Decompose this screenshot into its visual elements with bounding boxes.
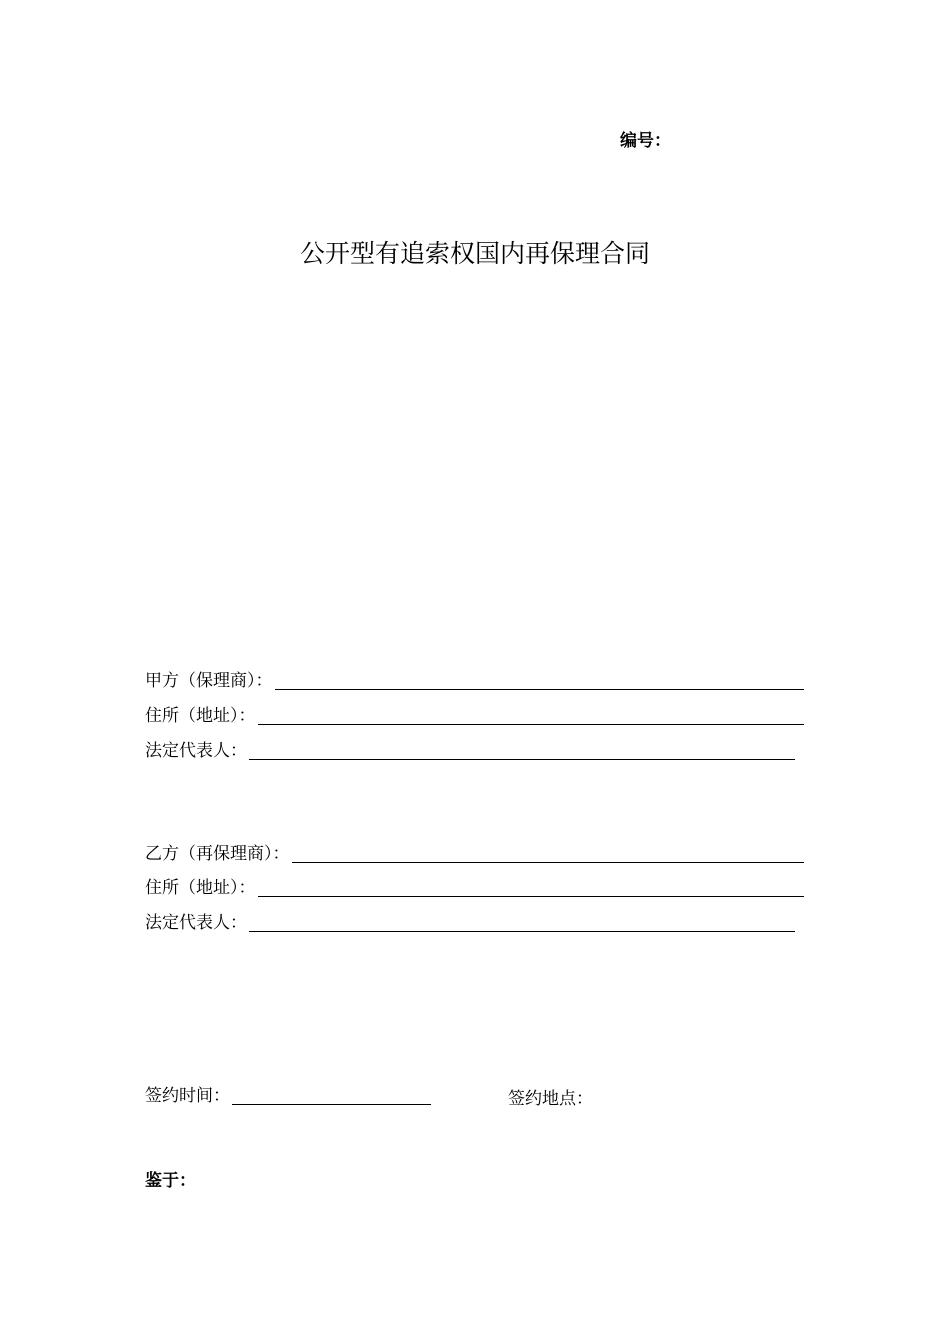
party-b-rep-field: [145, 908, 795, 934]
serial-number-label: 编号：: [620, 131, 671, 151]
party-a-name-blank[interactable]: [275, 669, 805, 690]
party-a-address-field: [145, 701, 804, 727]
signing-time-field: [145, 1081, 431, 1107]
signing-time-blank[interactable]: [232, 1084, 431, 1105]
party-a-rep-field: [145, 736, 795, 762]
party-b-name-field: [145, 839, 804, 865]
party-b-name-label: 乙方（再保理商）：: [145, 844, 290, 864]
party-a-address-blank[interactable]: [258, 704, 805, 725]
party-b-address-blank[interactable]: [258, 876, 805, 897]
party-a-rep-blank[interactable]: [249, 739, 795, 760]
party-a-name-label: 甲方（保理商）：: [145, 671, 273, 691]
party-b-name-blank[interactable]: [292, 842, 805, 863]
party-a-rep-label: 法定代表人：: [145, 741, 247, 761]
party-b-rep-label: 法定代表人：: [145, 913, 247, 933]
party-a-address-label: 住所（地址）：: [145, 706, 256, 726]
contract-title: 公开型有追索权国内再保理合同: [299, 239, 650, 268]
signing-time-label: 签约时间：: [145, 1086, 230, 1106]
party-a-name-field: [145, 666, 804, 692]
party-b-address-label: 住所（地址）：: [145, 878, 256, 898]
party-b-rep-blank[interactable]: [249, 911, 795, 932]
party-b-address-field: [145, 873, 804, 899]
whereas-heading: 鉴于：: [145, 1171, 196, 1191]
signing-place-label: 签约地点：: [508, 1089, 593, 1109]
